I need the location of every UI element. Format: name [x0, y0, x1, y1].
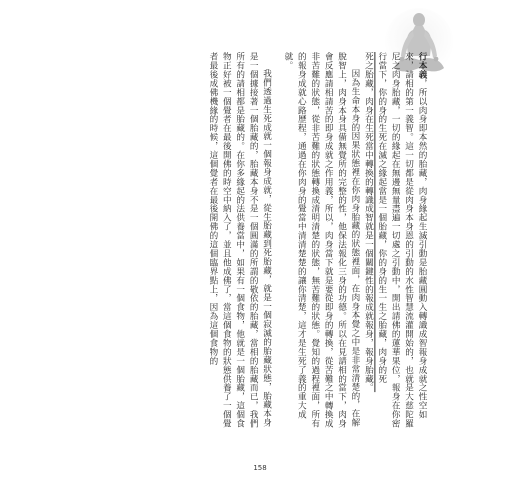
paragraph-2: 因為生命本身的因果狀態裡在你肉身胎藏的狀態裡面，在肉身本覺之中是非常清楚的，在解脫智上，肉身本身具備無覺所的完整的性，他保法報化三身的功德。所以在見請相的當下，肉身會反應請相請苦的即身成就之作用義，所以，肉身當下就是要從即身的轉換，從苦難之中轉換成非苦難的狀態，從非苦難的狀態轉換成清明清楚的狀態，無苦難的狀態。覺知的過程裡面，所有的報身成就心路歷程，通過在你肉身的覺當中清清楚楚的讓你清楚，這才是生死了義的重大成就。 [282, 52, 360, 428]
paragraph-1 [374, 52, 428, 430]
paragraph-3: 我們透過生死成就一個報身成就，從生胎藏到死胎藏，就是一個寂滅的胎藏狀態，胎藏本身是一個據接著一個胎藏的，胎藏本身不是一個圓滿的所謂的敬依的胎藏，當相的胎藏而已，我們所有的請相都是胎藏的。在你多緣起的法供養當中，如果有一個食物，他就是一個胎藏，這個食物正好被一個覺者在最後開佛的時空中納入了，並且他成佛了，當這個食物的狀態供養了一個覺者最後成佛機緣的時候，這個覺者在最後開佛的這個臨界點上，因為這個食物的 [207, 52, 272, 428]
paragraph-1-continuation: 死之胎藏，肉身在生死當中轉換的轉識成智就是一個關鍵性的報成就報身，報身胎藏。 [363, 52, 374, 393]
page-number: 158 [253, 464, 267, 472]
main-text-body [112, 52, 428, 430]
paragraph-1-text: ，所以肉身即本然的胎藏，肉身緣起生滅引動是胎藏圓動入轉識成智報身成就之性空如來，請相的第一義智。這一切都是從肉身本身恩的引動的水性智慧流灌開始的，也就是大慈陀羅尼之肉身胎藏，一切的緣起在無邊無量盡遍一切處之引動中，開出請佛的蓮華果位，報身在你密行當下，你的身的生死在滅之緣起當是一個胎藏，你的身的生一生之胎藏，肉身的死 [376, 52, 427, 428]
section-heading: 行本義 [417, 52, 427, 79]
